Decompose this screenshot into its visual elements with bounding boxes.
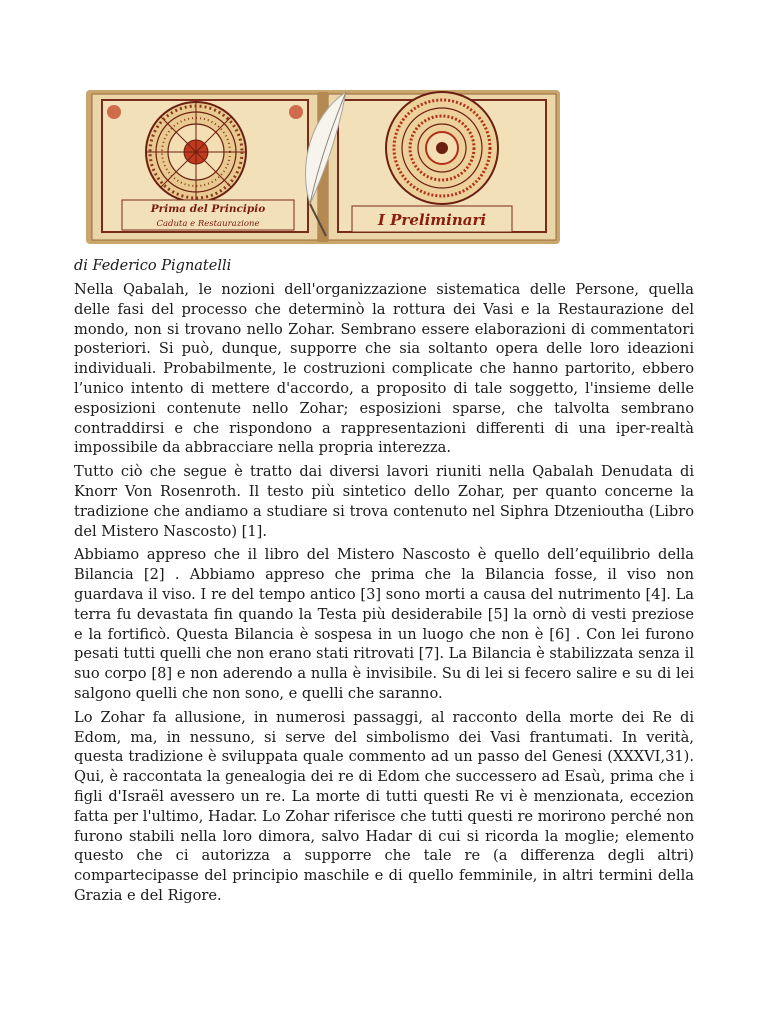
document-page	[74, 86, 694, 906]
right-caption: I Preliminari	[377, 211, 487, 229]
corner-ornament	[107, 105, 121, 119]
corner-ornament	[289, 105, 303, 119]
paragraph-3: Abbiamo appreso che il libro del Mistero Nascosto è quello dell’equilibrio della Bilancia [2] . Abbiamo appreso che prima che la Bilancia fosse, il viso non guardava il viso. I re del tempo antico [3] sono morti a causa del nutrimento [4]. La terra fu devastata fin quando la Testa più desiderabile [5] la ornò di vesti preziose e la fortificò. Questa Bilancia è sospesa in un luogo che non è [6] . Con lei furono pesati tutti quelli che non erano stati ritrovati [7]. La Bilancia è stabilizzata senza il suo corpo [8] e non aderendo a nulla è invisibile. Su di lei si fecero salire e su di lei salgono quelli che non sono, e quelli che saranno.	[74, 546, 694, 702]
header-banner-image	[84, 86, 562, 246]
left-caption-line2: Caduta e Restaurazione	[156, 219, 260, 229]
paragraph-2: Tutto ciò che segue è tratto dai diversi lavori riuniti nella Qabalah Denudata di Knorr Von Rosenroth. Il testo più sintetico dello Zohar, per quanto concerne la tradizione che andiamo a studiare si trova contenuto nel Siphra Dtzenioutha (Libro del Mistero Nascosto) [1].	[74, 463, 694, 540]
left-caption-line1: Prima del Principio	[150, 203, 266, 215]
book-illustration	[84, 86, 562, 246]
paragraph-1: Nella Qabalah, le nozioni dell'organizzazione sistematica delle Persone, quella delle fasi del processo che determinò la rottura dei Vasi e la Restaurazione del mondo, non si trovano nello Zohar. Sembrano essere elaborazioni di commentatori posteriori. Si può, dunque, supporre che sia soltanto opera delle loro ideazioni individuali. Probabilmente, le costruzioni complicate che hanno partorito, ebbero l’unico intento di mettere d'accordo, a proposito di tale soggetto, l'insieme delle esposizioni contenute nello Zohar; esposizioni sparse, che talvolta sembrano contraddirsi e che rispondono a rappresentazioni differenti di una iper-realtà impossibile da abbracciare nella propria interezza.	[74, 281, 694, 457]
left-cosmic-wheel	[146, 102, 246, 202]
right-cosmic-wheel	[386, 92, 498, 204]
author-byline: di Federico Pignatelli	[74, 258, 232, 274]
paragraph-4: Lo Zohar fa allusione, in numerosi passaggi, al racconto della morte dei Re di Edom, ma, in nessuno, si serve del simbolismo dei Vasi frantumati. In verità, questa tradizione è sviluppata quale commento ad un passo del Genesi (XXXVI,31). Qui, è raccontata la genealogia dei re di Edom che successero ad Esaù, prima che i figli d'Israël avessero un re. La morte di tutti questi Re vi è menzionata, eccezion fatta per l'ultimo, Hadar. Lo Zohar riferisce che tutti questi re morirono perché non furono stabili nella loro dimora, salvo Hadar di cui si ricorda la moglie; elemento questo che ci autorizza a supporre che tale re (a differenza degli altri) compartecipasse del principio maschile e di quello femminile, in altri termini della Grazia e del Rigore.	[74, 708, 694, 904]
